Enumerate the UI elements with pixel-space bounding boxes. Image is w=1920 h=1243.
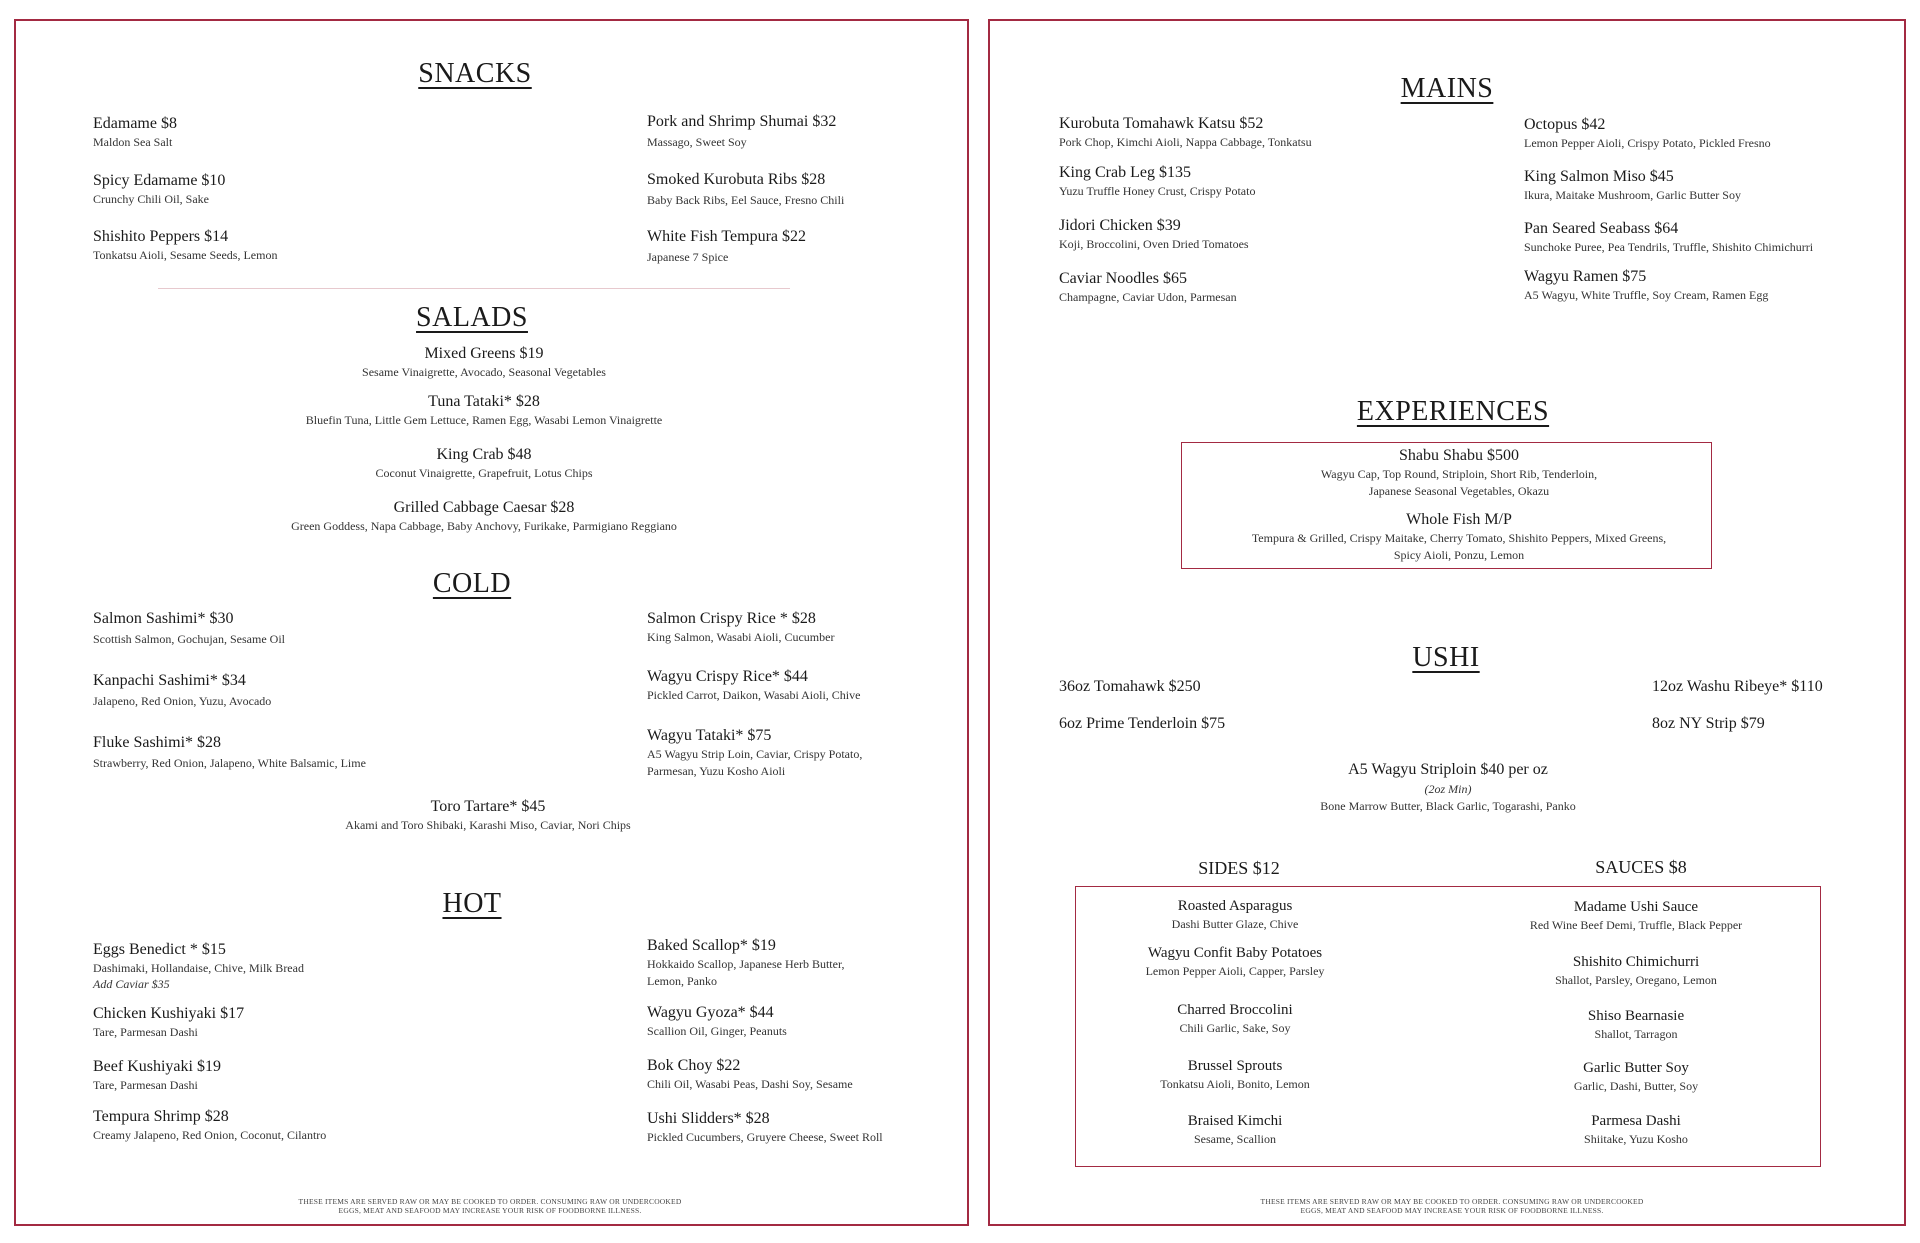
item-desc: Shallot, Parsley, Oregano, Lemon xyxy=(1555,973,1717,987)
item-desc: Scottish Salmon, Gochujan, Sesame Oil xyxy=(93,632,285,646)
item-desc: Crunchy Chili Oil, Sake xyxy=(93,192,209,206)
item-desc: Strawberry, Red Onion, Jalapeno, White Balsamic, Lime xyxy=(93,756,366,770)
menu-item xyxy=(1588,1008,1684,1043)
menu-item xyxy=(647,228,806,266)
item-name: King Crab $48 xyxy=(436,446,532,463)
menu-item xyxy=(93,734,366,772)
snacks-heading: SNACKS xyxy=(418,58,532,89)
menu-item xyxy=(1160,1058,1310,1093)
mains-heading: MAINS xyxy=(1400,73,1494,104)
item-desc: Sesame, Scallion xyxy=(1194,1132,1276,1146)
item-name: Wagyu Ramen $75 xyxy=(1524,268,1647,285)
ushi-heading: USHI xyxy=(1412,642,1480,673)
item-name: Toro Tartare* $45 xyxy=(430,798,546,815)
item-name: Shabu Shabu $500 xyxy=(1399,447,1519,464)
menu-item xyxy=(291,499,677,535)
item-name: Wagyu Gyoza* $44 xyxy=(647,1004,774,1021)
menu-item xyxy=(1524,168,1741,204)
item-desc: King Salmon, Wasabi Aioli, Cucumber xyxy=(647,630,835,644)
item-name: Tuna Tataki* $28 xyxy=(428,393,540,410)
item-name: Eggs Benedict * $15 xyxy=(93,941,226,958)
item-desc: Green Goddess, Napa Cabbage, Baby Anchovy, Furikake, Parmigiano Reggiano xyxy=(291,519,677,533)
item-desc: Tare, Parmesan Dashi xyxy=(93,1025,198,1039)
item-name: King Salmon Miso $45 xyxy=(1524,168,1674,185)
item-name: Bok Choy $22 xyxy=(647,1057,741,1074)
item-name: Chicken Kushiyaki $17 xyxy=(93,1005,245,1022)
item-name: Octopus $42 xyxy=(1524,116,1606,133)
menu-item xyxy=(647,1057,853,1093)
item-desc: Garlic, Dashi, Butter, Soy xyxy=(1573,1079,1699,1093)
disclaimer-line: EGGS, MEAT AND SEAFOOD MAY INCREASE YOUR RISK OF FOODBORNE ILLNESS. xyxy=(1300,1206,1604,1216)
item-name: 36oz Tomahawk $250 xyxy=(1059,678,1201,695)
item-note: Add Caviar $35 xyxy=(93,977,170,992)
item-name: Jidori Chicken $39 xyxy=(1059,217,1181,234)
menu-item xyxy=(647,1004,787,1040)
menu-item xyxy=(1555,954,1717,989)
menu-item xyxy=(93,610,285,648)
menu-item xyxy=(1059,217,1249,253)
menu-item xyxy=(1320,761,1575,815)
item-name: Parmesa Dashi xyxy=(1591,1113,1681,1129)
menu-item xyxy=(1584,1113,1688,1148)
item-desc: Koji, Broccolini, Oven Dried Tomatoes xyxy=(1059,237,1249,251)
item-desc: Sesame Vinaigrette, Avocado, Seasonal Vegetables xyxy=(362,365,606,379)
menu-item xyxy=(647,171,844,209)
item-desc: Shiitake, Yuzu Kosho xyxy=(1584,1132,1688,1146)
hot-heading: HOT xyxy=(442,888,502,919)
item-desc: Bone Marrow Butter, Black Garlic, Togarashi, Panko xyxy=(1320,799,1576,813)
menu-item xyxy=(647,937,844,991)
item-desc-line2: Lemon, Panko xyxy=(647,974,717,989)
item-desc: Creamy Jalapeno, Red Onion, Coconut, Cilantro xyxy=(93,1128,327,1142)
menu-item xyxy=(93,172,225,208)
item-desc: Maldon Sea Salt xyxy=(93,135,173,149)
item-name: Fluke Sashimi* $28 xyxy=(93,734,222,751)
menu-item xyxy=(93,1108,326,1144)
item-name: Baked Scallop* $19 xyxy=(647,937,776,954)
item-name: Kanpachi Sashimi* $34 xyxy=(93,672,246,689)
item-name: Roasted Asparagus xyxy=(1177,898,1293,914)
menu-item xyxy=(93,672,271,710)
menu-item xyxy=(1177,1002,1292,1037)
item-desc: Hokkaido Scallop, Japanese Herb Butter, xyxy=(647,957,845,971)
item-name: 12oz Washu Ribeye* $110 xyxy=(1652,678,1823,695)
item-name: Pan Seared Seabass $64 xyxy=(1524,220,1679,237)
item-note: (2oz Min) xyxy=(1424,782,1472,796)
item-name: Wagyu Confit Baby Potatoes xyxy=(1147,945,1323,961)
menu-item xyxy=(1059,678,1201,696)
disclaimer-line: THESE ITEMS ARE SERVED RAW OR MAY BE COOKED TO ORDER. CONSUMING RAW OR UNDERCOOKED xyxy=(298,1197,682,1206)
item-name: King Crab Leg $135 xyxy=(1059,164,1191,181)
item-desc: Tonkatsu Aioli, Bonito, Lemon xyxy=(1160,1077,1310,1091)
disclaimer xyxy=(1261,1197,1644,1216)
item-name: Pork and Shrimp Shumai $32 xyxy=(647,113,837,130)
item-desc-line2: Japanese Seasonal Vegetables, Okazu xyxy=(1368,484,1550,499)
item-desc: Chili Oil, Wasabi Peas, Dashi Soy, Sesame xyxy=(647,1077,853,1091)
item-desc: Massago, Sweet Soy xyxy=(647,135,747,149)
item-desc: Baby Back Ribs, Eel Sauce, Fresno Chili xyxy=(647,193,845,207)
menu-item xyxy=(647,727,862,781)
item-name: Kurobuta Tomahawk Katsu $52 xyxy=(1059,115,1264,132)
item-desc: Champagne, Caviar Udon, Parmesan xyxy=(1059,290,1237,304)
menu-item xyxy=(1059,715,1225,733)
item-name: Braised Kimchi xyxy=(1187,1113,1283,1129)
menu-item xyxy=(1172,898,1299,933)
menu-item xyxy=(1252,511,1666,565)
item-name: A5 Wagyu Striploin $40 per oz xyxy=(1348,761,1548,778)
item-name: Grilled Cabbage Caesar $28 xyxy=(393,499,575,516)
menu-item xyxy=(1652,715,1765,733)
menu-item xyxy=(647,1110,883,1146)
item-name: Tempura Shrimp $28 xyxy=(93,1108,229,1125)
item-desc: A5 Wagyu Strip Loin, Caviar, Crispy Potato, xyxy=(647,747,863,761)
menu-item xyxy=(1524,268,1768,304)
item-name: Shishito Chimichurri xyxy=(1572,954,1700,970)
disclaimer-line: EGGS, MEAT AND SEAFOOD MAY INCREASE YOUR RISK OF FOODBORNE ILLNESS. xyxy=(338,1206,642,1216)
menu-item xyxy=(375,446,592,482)
item-desc: Akami and Toro Shibaki, Karashi Miso, Caviar, Nori Chips xyxy=(345,818,631,832)
item-desc-line2: Parmesan, Yuzu Kosho Aioli xyxy=(647,764,786,779)
item-desc: Tempura & Grilled, Crispy Maitake, Cherry Tomato, Shishito Peppers, Mixed Greens, xyxy=(1251,531,1667,545)
menu-item xyxy=(1059,115,1312,151)
item-name: Madame Ushi Sauce xyxy=(1573,899,1699,915)
item-name: Brussel Sprouts xyxy=(1187,1058,1283,1074)
section-divider xyxy=(158,288,790,289)
menu-item xyxy=(647,668,860,704)
item-desc: Shallot, Tarragon xyxy=(1594,1027,1678,1041)
cold-heading: COLD xyxy=(432,568,512,599)
item-desc: A5 Wagyu, White Truffle, Soy Cream, Ramen Egg xyxy=(1524,288,1769,302)
item-desc: Red Wine Beef Demi, Truffle, Black Pepper xyxy=(1529,918,1743,932)
item-desc: Coconut Vinaigrette, Grapefruit, Lotus Chips xyxy=(375,466,593,480)
menu-item xyxy=(93,115,177,151)
item-desc: Tonkatsu Aioli, Sesame Seeds, Lemon xyxy=(93,248,278,262)
menu-item xyxy=(93,941,304,992)
item-desc: Pickled Carrot, Daikon, Wasabi Aioli, Chive xyxy=(647,688,861,702)
item-name: Wagyu Crispy Rice* $44 xyxy=(647,668,808,685)
item-desc: Wagyu Cap, Top Round, Striploin, Short Rib, Tenderloin, xyxy=(1320,467,1598,481)
item-desc: Ikura, Maitake Mushroom, Garlic Butter Soy xyxy=(1524,188,1741,202)
item-name: Wagyu Tataki* $75 xyxy=(647,727,772,744)
menu-item xyxy=(1574,1060,1698,1095)
item-name: Ushi Slidders* $28 xyxy=(647,1110,770,1127)
item-name: Shishito Peppers $14 xyxy=(93,228,229,245)
salads-heading: SALADS xyxy=(416,302,528,333)
item-desc: Tare, Parmesan Dashi xyxy=(93,1078,198,1092)
item-desc-line2: Spicy Aioli, Ponzu, Lemon xyxy=(1393,548,1525,563)
menu-item xyxy=(93,228,277,264)
menu-item xyxy=(1321,447,1597,501)
item-name: Spicy Edamame $10 xyxy=(93,172,226,189)
menu-item xyxy=(306,393,662,429)
menu-item xyxy=(1059,270,1237,306)
menu-item xyxy=(1530,899,1742,934)
item-desc: Scallion Oil, Ginger, Peanuts xyxy=(647,1024,787,1038)
menu-item xyxy=(362,345,606,381)
item-name: Salmon Crispy Rice * $28 xyxy=(647,610,816,627)
menu-item xyxy=(647,113,836,151)
menu-item xyxy=(1146,945,1325,980)
menu-item xyxy=(647,610,834,646)
menu-item xyxy=(1524,220,1813,256)
item-name: 8oz NY Strip $79 xyxy=(1652,715,1765,732)
item-desc: Japanese 7 Spice xyxy=(647,250,729,264)
item-name: Salmon Sashimi* $30 xyxy=(93,610,234,627)
item-desc: Yuzu Truffle Honey Crust, Crispy Potato xyxy=(1059,184,1256,198)
menu-item xyxy=(93,1005,244,1041)
item-name: Smoked Kurobuta Ribs $28 xyxy=(647,171,826,188)
menu-item xyxy=(1652,678,1823,696)
disclaimer-line: THESE ITEMS ARE SERVED RAW OR MAY BE COOKED TO ORDER. CONSUMING RAW OR UNDERCOOKED xyxy=(1260,1197,1644,1206)
item-name: Caviar Noodles $65 xyxy=(1059,270,1187,287)
item-desc: Dashimaki, Hollandaise, Chive, Milk Bread xyxy=(93,961,304,975)
disclaimer xyxy=(299,1197,682,1216)
menu-item xyxy=(345,798,630,834)
item-name: Beef Kushiyaki $19 xyxy=(93,1058,221,1075)
item-name: Charred Broccolini xyxy=(1177,1002,1293,1018)
item-desc: Sunchoke Puree, Pea Tendrils, Truffle, Shishito Chimichurri xyxy=(1524,240,1814,254)
item-desc: Chili Garlic, Sake, Soy xyxy=(1179,1021,1291,1035)
item-desc: Jalapeno, Red Onion, Yuzu, Avocado xyxy=(93,694,272,708)
item-name: White Fish Tempura $22 xyxy=(647,228,807,245)
item-name: Whole Fish M/P xyxy=(1406,511,1512,528)
sauces-heading: SAUCES $8 xyxy=(1595,857,1687,877)
item-desc: Pork Chop, Kimchi Aioli, Nappa Cabbage, Tonkatsu xyxy=(1059,135,1312,149)
item-desc: Dashi Butter Glaze, Chive xyxy=(1171,917,1299,931)
item-name: Mixed Greens $19 xyxy=(424,345,544,362)
sides-heading: SIDES $12 xyxy=(1198,858,1280,878)
item-name: Shiso Bearnasie xyxy=(1587,1008,1685,1024)
item-desc: Lemon Pepper Aioli, Capper, Parsley xyxy=(1145,964,1325,978)
item-name: Edamame $8 xyxy=(93,115,177,132)
menu-item xyxy=(1524,116,1771,152)
menu-item xyxy=(93,1058,221,1094)
item-desc: Pickled Cucumbers, Gruyere Cheese, Sweet Roll xyxy=(647,1130,883,1144)
item-desc: Bluefin Tuna, Little Gem Lettuce, Ramen Egg, Wasabi Lemon Vinaigrette xyxy=(305,413,663,427)
item-name: 6oz Prime Tenderloin $75 xyxy=(1059,715,1226,732)
menu-item xyxy=(1188,1113,1283,1148)
experiences-heading: EXPERIENCES xyxy=(1356,396,1550,427)
item-desc: Lemon Pepper Aioli, Crispy Potato, Pickled Fresno xyxy=(1524,136,1771,150)
item-name: Garlic Butter Soy xyxy=(1583,1060,1689,1076)
menu-item xyxy=(1059,164,1255,200)
